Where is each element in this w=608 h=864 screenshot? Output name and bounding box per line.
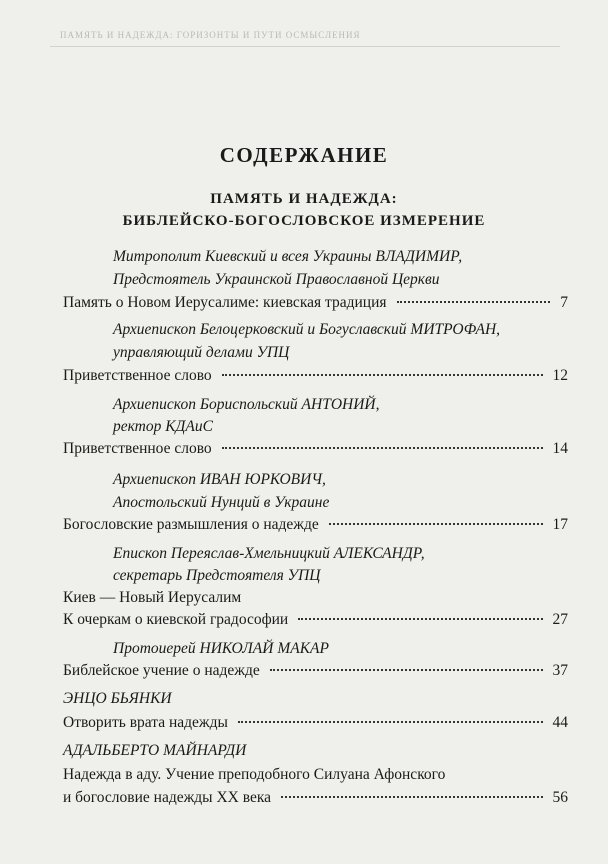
toc-entry[interactable] xyxy=(63,367,568,385)
toc-entry-page: 37 xyxy=(552,662,568,679)
toc-entry-page: 44 xyxy=(552,714,568,731)
toc-entry-title: Богословские размышления о надежде xyxy=(63,516,319,533)
toc-entry[interactable] xyxy=(63,440,568,458)
toc-author-role: секретарь Предстоятеля УПЦ xyxy=(113,567,321,584)
toc-entry-title: Приветственное слово xyxy=(63,440,212,457)
toc-entry-page: 27 xyxy=(552,611,568,628)
toc-entry[interactable] xyxy=(63,662,568,680)
toc-entry-page: 7 xyxy=(560,294,568,311)
dot-leader xyxy=(222,447,543,449)
toc-author-role: Предстоятель Украинской Православной Церкви xyxy=(113,271,440,288)
toc-entry-page: 56 xyxy=(552,789,568,806)
toc-entry[interactable] xyxy=(63,611,568,629)
section-title-line-1: ПАМЯТЬ И НАДЕЖДА: xyxy=(210,191,398,207)
toc-entry-title-line: Киев — Новый Иерусалим xyxy=(63,589,242,606)
toc-entry-page: 12 xyxy=(552,367,568,384)
header-rule xyxy=(50,46,560,47)
toc-author: Архиепископ Бориспольский АНТОНИЙ, xyxy=(113,396,380,413)
toc-entry-page: 17 xyxy=(552,516,568,533)
toc-entry[interactable] xyxy=(63,516,568,534)
toc-author: Митрополит Киевский и всея Украины ВЛАДИМИР, xyxy=(113,248,463,265)
toc-author: ЭНЦО БЬЯНКИ xyxy=(63,690,172,707)
page-title: СОДЕРЖАНИЕ xyxy=(219,143,389,167)
dot-leader xyxy=(281,796,542,798)
toc-entry-title: Память о Новом Иерусалиме: киевская традиция xyxy=(63,294,387,311)
toc-entry-title: Приветственное слово xyxy=(63,367,212,384)
toc-entry-page: 14 xyxy=(552,440,568,457)
dot-leader xyxy=(238,721,543,723)
toc-entry[interactable] xyxy=(63,789,568,807)
toc-author: Архиепископ Белоцерковский и Богуславский МИТРОФАН, xyxy=(113,321,501,338)
running-head: ПАМЯТЬ И НАДЕЖДА: ГОРИЗОНТЫ И ПУТИ ОСМЫСЛЕНИЯ xyxy=(60,30,361,40)
toc-author: АДАЛЬБЕРТО МАЙНАРДИ xyxy=(63,742,247,759)
toc-entry-title-line: Надежда в аду. Учение преподобного Силуана Афонского xyxy=(63,766,446,783)
dot-leader xyxy=(222,374,543,376)
toc-author-role: Апостольский Нунций в Украине xyxy=(113,494,330,511)
toc-author: Епископ Переяслав-Хмельницкий АЛЕКСАНДР, xyxy=(113,545,425,562)
toc-author: Протоиерей НИКОЛАЙ МАКАР xyxy=(113,640,329,657)
toc-entry[interactable] xyxy=(63,714,568,732)
dot-leader xyxy=(329,523,543,525)
dot-leader xyxy=(298,618,542,620)
toc-entry-title: Отворить врата надежды xyxy=(63,714,228,731)
dot-leader xyxy=(270,669,543,671)
toc-entry-title: и богословие надежды XX века xyxy=(63,789,272,806)
toc-author-role: ректор КДАиС xyxy=(113,418,213,435)
toc-author: Архиепископ ИВАН ЮРКОВИЧ, xyxy=(113,471,326,488)
toc-entry-title: К очеркам о киевской градософии xyxy=(63,611,289,628)
toc-entry[interactable] xyxy=(63,294,568,312)
toc-entry-title: Библейское учение о надежде xyxy=(63,662,260,679)
section-title-line-2: БИБЛЕЙСКО-БОГОСЛОВСКОЕ ИЗМЕРЕНИЕ xyxy=(122,213,486,229)
toc-author-role: управляющий делами УПЦ xyxy=(113,344,290,361)
dot-leader xyxy=(397,301,551,303)
